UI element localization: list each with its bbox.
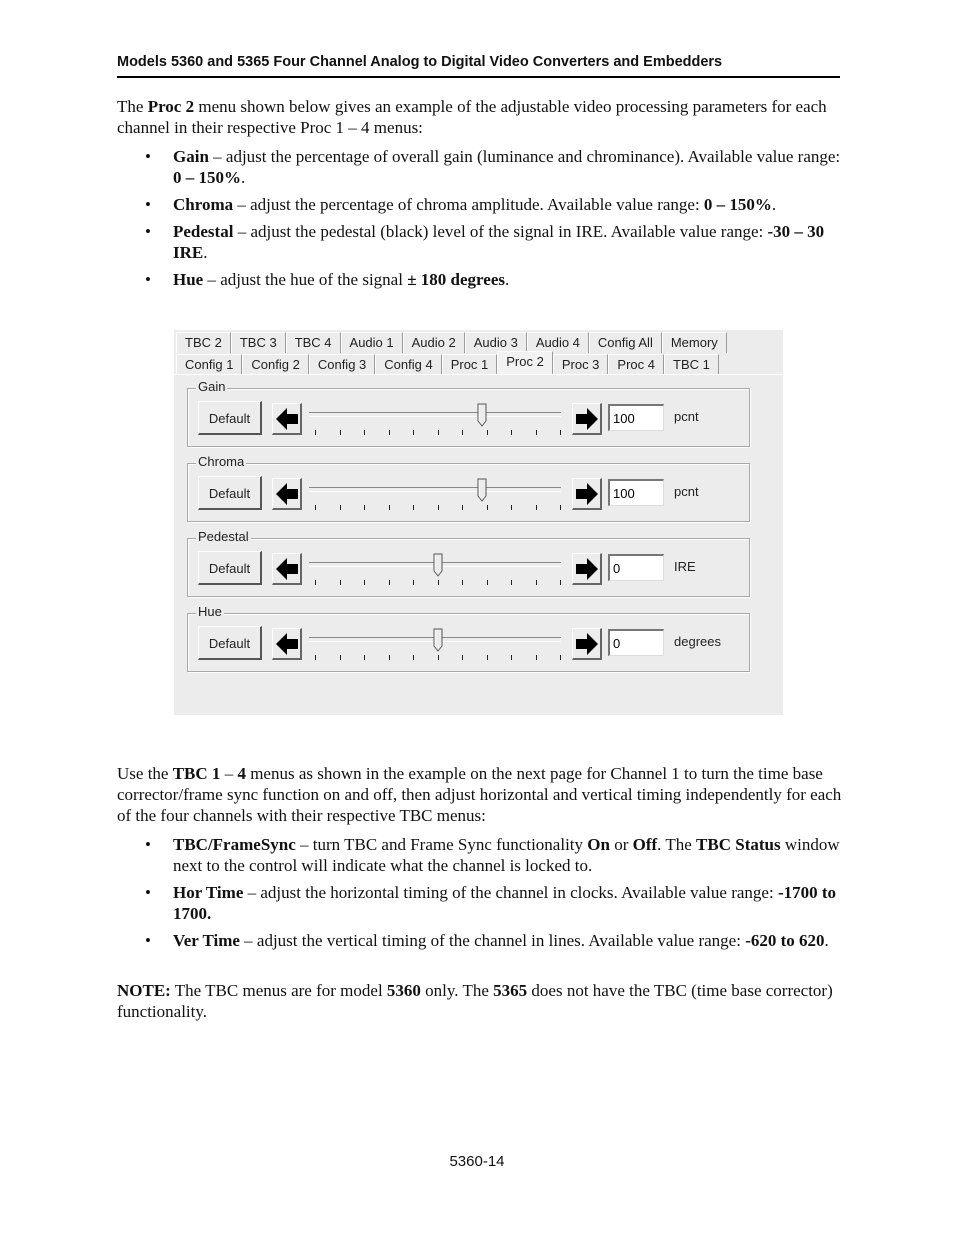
tab-config-3[interactable]: Config 3 xyxy=(309,354,375,375)
hue-increase-button[interactable] xyxy=(572,628,602,660)
slider-tick xyxy=(536,580,537,585)
tbc-intro-paragraph xyxy=(117,763,842,826)
slider-tick xyxy=(438,655,439,660)
bullet-text: – adjust the horizontal timing of the channel in clocks. Available value range: xyxy=(243,883,778,902)
arrow-left-icon xyxy=(275,632,299,656)
slider-ticks xyxy=(309,505,561,511)
bullet-hor-time xyxy=(117,882,842,924)
slider-tick xyxy=(364,655,365,660)
tbc-intro-bold1: TBC 1 xyxy=(172,764,221,783)
tab-config-1[interactable]: Config 1 xyxy=(176,354,242,375)
bullet-term: Pedestal xyxy=(173,222,234,241)
bullet-text: – adjust the pedestal (black) level of the signal in IRE. Available value range: xyxy=(233,222,768,241)
slider-tick xyxy=(560,580,561,585)
intro-paragraph xyxy=(117,96,842,138)
bullet-hue xyxy=(117,269,842,290)
intro-text-post: menu shown below gives an example of the adjustable video processing parameters for each channel in their respective Proc 1 – 4 menus: xyxy=(117,97,827,137)
arrow-right-icon xyxy=(575,482,599,506)
page-header: Models 5360 and 5365 Four Channel Analog to Digital Video Converters and Embedders xyxy=(117,54,840,78)
arrow-left-icon xyxy=(275,407,299,431)
pedestal-decrease-button[interactable] xyxy=(272,553,302,585)
note-model-5365: 5365 xyxy=(493,981,528,1000)
gain-group xyxy=(187,379,750,447)
bullet-dot: • xyxy=(145,883,151,902)
pedestal-increase-button[interactable] xyxy=(572,553,602,585)
slider-tick xyxy=(511,430,512,435)
slider-tick xyxy=(536,430,537,435)
hue-slider[interactable] xyxy=(309,628,561,660)
bullet-dot: • xyxy=(145,147,151,166)
gain-value-field[interactable] xyxy=(608,404,664,431)
bullet-chroma xyxy=(117,194,842,215)
bullet-end: . xyxy=(824,931,829,950)
slider-tick xyxy=(487,505,488,510)
pedestal-unit-label: IRE xyxy=(674,559,696,574)
slider-tick xyxy=(511,580,512,585)
bullet-tbc-framesync xyxy=(117,834,842,876)
tbc-intro-post: menus as shown in the example on the next page for Channel 1 to turn the time base corrector/frame sync function on and off, then adjust horizontal and vertical timing independently for each of the four channels with their respective TBC menus: xyxy=(117,764,842,825)
bullet-pedestal xyxy=(117,221,842,263)
arrow-left-icon xyxy=(275,557,299,581)
bullet-text: . The xyxy=(657,835,697,854)
bullet-term: Hue xyxy=(173,270,204,289)
slider-tick xyxy=(340,580,341,585)
gain-unit-label: pcnt xyxy=(674,409,699,424)
bullet-term: Gain xyxy=(173,147,209,166)
bullet-range: -620 to 620 xyxy=(745,931,825,950)
bullet-text: – adjust the hue of the signal xyxy=(203,270,408,289)
pedestal-group xyxy=(187,529,750,597)
slider-tick xyxy=(462,655,463,660)
bullet-end: . xyxy=(504,270,510,289)
tab-audio-3[interactable]: Audio 3 xyxy=(465,332,527,353)
bullet-on: On xyxy=(587,835,610,854)
slider-tick xyxy=(511,655,512,660)
slider-tick xyxy=(340,430,341,435)
slider-tick xyxy=(511,505,512,510)
slider-tick xyxy=(438,430,439,435)
group-legend: Pedestal xyxy=(198,529,249,544)
slider-tick xyxy=(364,430,365,435)
slider-tick xyxy=(462,430,463,435)
tab-tbc-1[interactable]: TBC 1 xyxy=(664,354,719,375)
bullet-term: Ver Time xyxy=(173,931,240,950)
group-legend: Gain xyxy=(198,379,226,394)
slider-tick xyxy=(315,505,316,510)
arrow-right-icon xyxy=(575,407,599,431)
intro-text-bold: Proc 2 xyxy=(147,97,195,116)
chroma-decrease-button[interactable] xyxy=(272,478,302,510)
slider-tick xyxy=(536,505,537,510)
pedestal-default-button[interactable]: Default xyxy=(198,551,262,585)
gain-slider[interactable] xyxy=(309,403,561,435)
bullet-status: TBC Status xyxy=(696,835,781,854)
note-text: does not have the TBC (time base corrector) functionality. xyxy=(117,981,833,1021)
gain-default-button[interactable]: Default xyxy=(198,401,262,435)
bullet-dot: • xyxy=(145,195,151,214)
proc-bullet-list xyxy=(117,146,842,296)
gain-decrease-button[interactable] xyxy=(272,403,302,435)
bullet-end: . xyxy=(771,195,777,214)
slider-thumb[interactable] xyxy=(433,553,443,577)
arrow-right-icon xyxy=(575,557,599,581)
tab-divider xyxy=(174,374,783,375)
hue-group xyxy=(187,604,750,672)
tbc-intro-bold2: 4 xyxy=(237,764,246,783)
chroma-default-button[interactable]: Default xyxy=(198,476,262,510)
slider-tick xyxy=(315,580,316,585)
bullet-term: Hor Time xyxy=(173,883,244,902)
chroma-group xyxy=(187,454,750,522)
tab-tbc-4[interactable]: TBC 4 xyxy=(286,332,341,353)
bullet-range: -30 – 30 IRE xyxy=(173,222,825,262)
slider-tick xyxy=(560,430,561,435)
proc2-menu-screenshot xyxy=(174,330,783,715)
slider-tick xyxy=(536,655,537,660)
arrow-left-icon xyxy=(275,482,299,506)
slider-tick xyxy=(389,655,390,660)
bullet-term: TBC/FrameSync xyxy=(173,835,296,854)
bullet-text: – adjust the percentage of chroma amplitude. Available value range: xyxy=(233,195,704,214)
slider-tick xyxy=(560,505,561,510)
slider-tick xyxy=(389,505,390,510)
tab-tbc-2[interactable]: TBC 2 xyxy=(176,332,231,353)
slider-thumb[interactable] xyxy=(477,403,487,427)
slider-track xyxy=(309,487,561,492)
bullet-term: Chroma xyxy=(173,195,234,214)
hue-value-field[interactable] xyxy=(608,629,664,656)
slider-tick xyxy=(315,655,316,660)
slider-tick xyxy=(462,505,463,510)
bullet-range: -1700 to 1700. xyxy=(173,883,837,923)
tab-config-4[interactable]: Config 4 xyxy=(375,354,441,375)
tab-proc-4[interactable]: Proc 4 xyxy=(608,354,664,375)
bullet-text: window next to the control will indicate what the channel is locked to. xyxy=(173,835,840,875)
note-text: The TBC menus are for model xyxy=(170,981,387,1000)
note-paragraph xyxy=(117,980,842,1022)
bullet-text: – adjust the vertical timing of the channel in lines. Available value range: xyxy=(239,931,746,950)
slider-thumb[interactable] xyxy=(433,628,443,652)
chroma-slider[interactable] xyxy=(309,478,561,510)
bullet-dot: • xyxy=(145,931,151,950)
bullet-off: Off xyxy=(632,835,658,854)
arrow-right-icon xyxy=(575,632,599,656)
chroma-increase-button[interactable] xyxy=(572,478,602,510)
slider-tick xyxy=(315,430,316,435)
hue-unit-label: degrees xyxy=(674,634,721,649)
slider-tick xyxy=(389,580,390,585)
slider-tick xyxy=(413,655,414,660)
group-legend: Hue xyxy=(198,604,222,619)
bullet-end: . xyxy=(241,168,246,187)
tab-memory[interactable]: Memory xyxy=(662,332,727,353)
tab-tbc-3[interactable]: TBC 3 xyxy=(231,332,286,353)
slider-tick xyxy=(462,580,463,585)
bullet-end: . xyxy=(203,243,208,262)
tab-proc-1[interactable]: Proc 1 xyxy=(442,354,498,375)
slider-thumb[interactable] xyxy=(477,478,487,502)
slider-tick xyxy=(389,430,390,435)
tab-audio-2[interactable]: Audio 2 xyxy=(403,332,465,353)
tbc-intro-mid: – xyxy=(220,764,238,783)
note-text: only. The xyxy=(420,981,494,1000)
tab-row-front xyxy=(176,354,719,376)
tbc-intro-pre: Use the xyxy=(117,764,173,783)
slider-tick xyxy=(487,580,488,585)
slider-tick xyxy=(364,580,365,585)
slider-tick xyxy=(364,505,365,510)
tab-proc-3[interactable]: Proc 3 xyxy=(553,354,609,375)
bullet-dot: • xyxy=(145,270,151,289)
slider-tick xyxy=(487,655,488,660)
slider-tick xyxy=(438,580,439,585)
bullet-range: 0 – 150% xyxy=(703,195,772,214)
tab-row-back xyxy=(176,332,727,354)
slider-tick xyxy=(487,430,488,435)
page-number: 5360-14 xyxy=(449,1153,505,1170)
chroma-unit-label: pcnt xyxy=(674,484,699,499)
tab-config-all[interactable]: Config All xyxy=(589,332,662,353)
tab-audio-4[interactable]: Audio 4 xyxy=(527,332,589,353)
hue-decrease-button[interactable] xyxy=(272,628,302,660)
slider-tick xyxy=(413,580,414,585)
hue-default-button[interactable]: Default xyxy=(198,626,262,660)
chroma-value-field[interactable] xyxy=(608,479,664,506)
bullet-ver-time xyxy=(117,930,842,951)
pedestal-value-field[interactable] xyxy=(608,554,664,581)
tab-config-2[interactable]: Config 2 xyxy=(242,354,308,375)
bullet-text: or xyxy=(609,835,633,854)
bullet-range: 0 – 150% xyxy=(173,168,241,187)
slider-ticks xyxy=(309,580,561,586)
bullet-gain xyxy=(117,146,842,188)
tab-audio-1[interactable]: Audio 1 xyxy=(341,332,403,353)
slider-ticks xyxy=(309,655,561,661)
pedestal-slider[interactable] xyxy=(309,553,561,585)
bullet-range: ± 180 degrees xyxy=(407,270,505,289)
tab-proc-2[interactable]: Proc 2 xyxy=(497,351,553,374)
gain-increase-button[interactable] xyxy=(572,403,602,435)
slider-track xyxy=(309,412,561,417)
note-model-5360: 5360 xyxy=(386,981,421,1000)
tbc-bullet-list xyxy=(117,834,842,957)
slider-tick xyxy=(413,430,414,435)
slider-tick xyxy=(560,655,561,660)
slider-tick xyxy=(340,655,341,660)
bullet-text: – adjust the percentage of overall gain (luminance and chrominance). Available value range: xyxy=(208,147,841,166)
slider-tick xyxy=(438,505,439,510)
bullet-dot: • xyxy=(145,222,151,241)
group-legend: Chroma xyxy=(198,454,245,469)
note-label: NOTE: xyxy=(117,981,171,1000)
slider-tick xyxy=(413,505,414,510)
intro-text-pre: The xyxy=(117,97,148,116)
bullet-dot: • xyxy=(145,835,151,854)
slider-ticks xyxy=(309,430,561,436)
slider-tick xyxy=(340,505,341,510)
bullet-text: – turn TBC and Frame Sync functionality xyxy=(295,835,588,854)
